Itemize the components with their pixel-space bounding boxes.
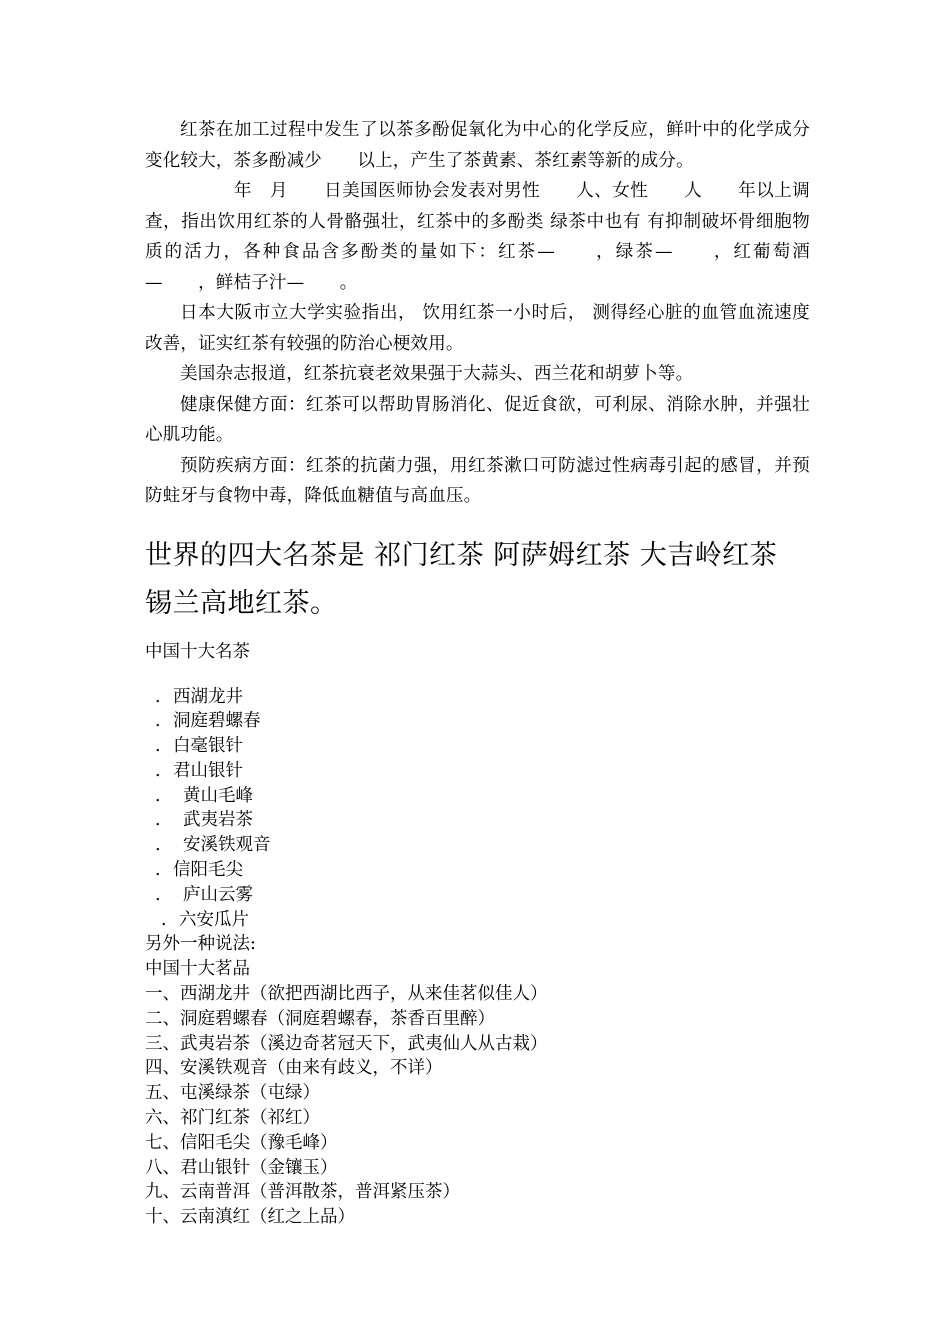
paragraph-disease-prevention: 预防疾病方面：红茶的抗菌力强，用红茶漱口可防滤过性病毒引起的感冒，并预防蛀牙与食物中毒，降低血糖值与高血压。: [145, 455, 810, 506]
list-item: 一、西湖龙井（欲把西湖比西子，从来佳茗似佳人）: [145, 984, 548, 1005]
list-item: 七、信阳毛尖（豫毛峰）: [145, 1132, 338, 1153]
another-saying-label: 另外一种说法:: [145, 934, 256, 955]
list-item: . 西湖龙井: [155, 686, 243, 707]
list-item: . 白毫银针: [155, 736, 243, 757]
list-item: 六、祁门红茶（祁红）: [145, 1108, 320, 1129]
paragraph-osaka-study: 日本大阪市立大学实验指出， 饮用红茶一小时后， 测得经心脏的血管血流速度改善，证实红茶有较强的防治心梗效用。: [145, 303, 810, 354]
list-item: . 武夷岩茶: [155, 810, 253, 831]
list-item: 九、云南普洱（普洱散茶，普洱紧压茶）: [145, 1182, 460, 1203]
list-item: . 洞庭碧螺春: [155, 711, 261, 732]
mingpin-list: [145, 982, 810, 1230]
list-item: 十、云南滇红（红之上品）: [145, 1207, 355, 1228]
list-item: . 信阳毛尖: [155, 860, 243, 881]
list-item: . 黄山毛峰: [155, 785, 253, 806]
list-item: . 六安瓜片: [161, 909, 249, 930]
china-top10-heading: 中国十大名茶: [145, 641, 250, 662]
list-item: . 君山银针: [155, 760, 243, 781]
list-item: 五、屯溪绿茶（屯绿）: [145, 1083, 320, 1104]
document-page: [145, 115, 810, 1230]
list-item: 四、安溪铁观音（由来有歧义，不详）: [145, 1058, 443, 1079]
list-item: . 安溪铁观音: [155, 835, 271, 856]
list-item: 二、洞庭碧螺春（洞庭碧螺春，茶香百里醉）: [145, 1008, 495, 1029]
mingpin-heading: 中国十大茗品: [145, 959, 250, 980]
list-item: . 庐山云雾: [155, 884, 253, 905]
paragraph-black-tea-chemistry: 红茶在加工过程中发生了以茶多酚促氧化为中心的化学反应，鲜叶中的化学成分变化较大，茶多酚减少 以上，产生了茶黄素、茶红素等新的成分。: [145, 120, 810, 171]
china-top10-list: [145, 685, 810, 933]
paragraph-health-care: 健康保健方面：红茶可以帮助胃肠消化、促近食欲，可利尿、消除水肿，并强壮心肌功能。: [145, 394, 810, 445]
four-famous-teas-heading: 世界的四大名茶是 祁门红茶 阿萨姆红茶 大吉岭红茶 锡兰高地红茶。: [145, 539, 778, 619]
list-item: 八、君山银针（金镶玉）: [145, 1157, 338, 1178]
paragraph-us-survey: 年 月 日美国医师协会发表对男性 人、女性 人 年以上调查，指出饮用红茶的人骨骼强壮，红茶中的多酚类 绿茶中也有 有抑制破坏骨细胞物质的活力，各种食品含多酚类的量如下：红茶— ，绿茶— ，红葡萄酒— ，鲜桔子汁— 。: [145, 181, 810, 293]
list-item: 三、武夷岩茶（溪边奇茗冠天下，武夷仙人从古栽）: [145, 1033, 548, 1054]
paragraph-anti-aging: 美国杂志报道，红茶抗衰老效果强于大蒜头、西兰花和胡萝卜等。: [180, 364, 694, 384]
